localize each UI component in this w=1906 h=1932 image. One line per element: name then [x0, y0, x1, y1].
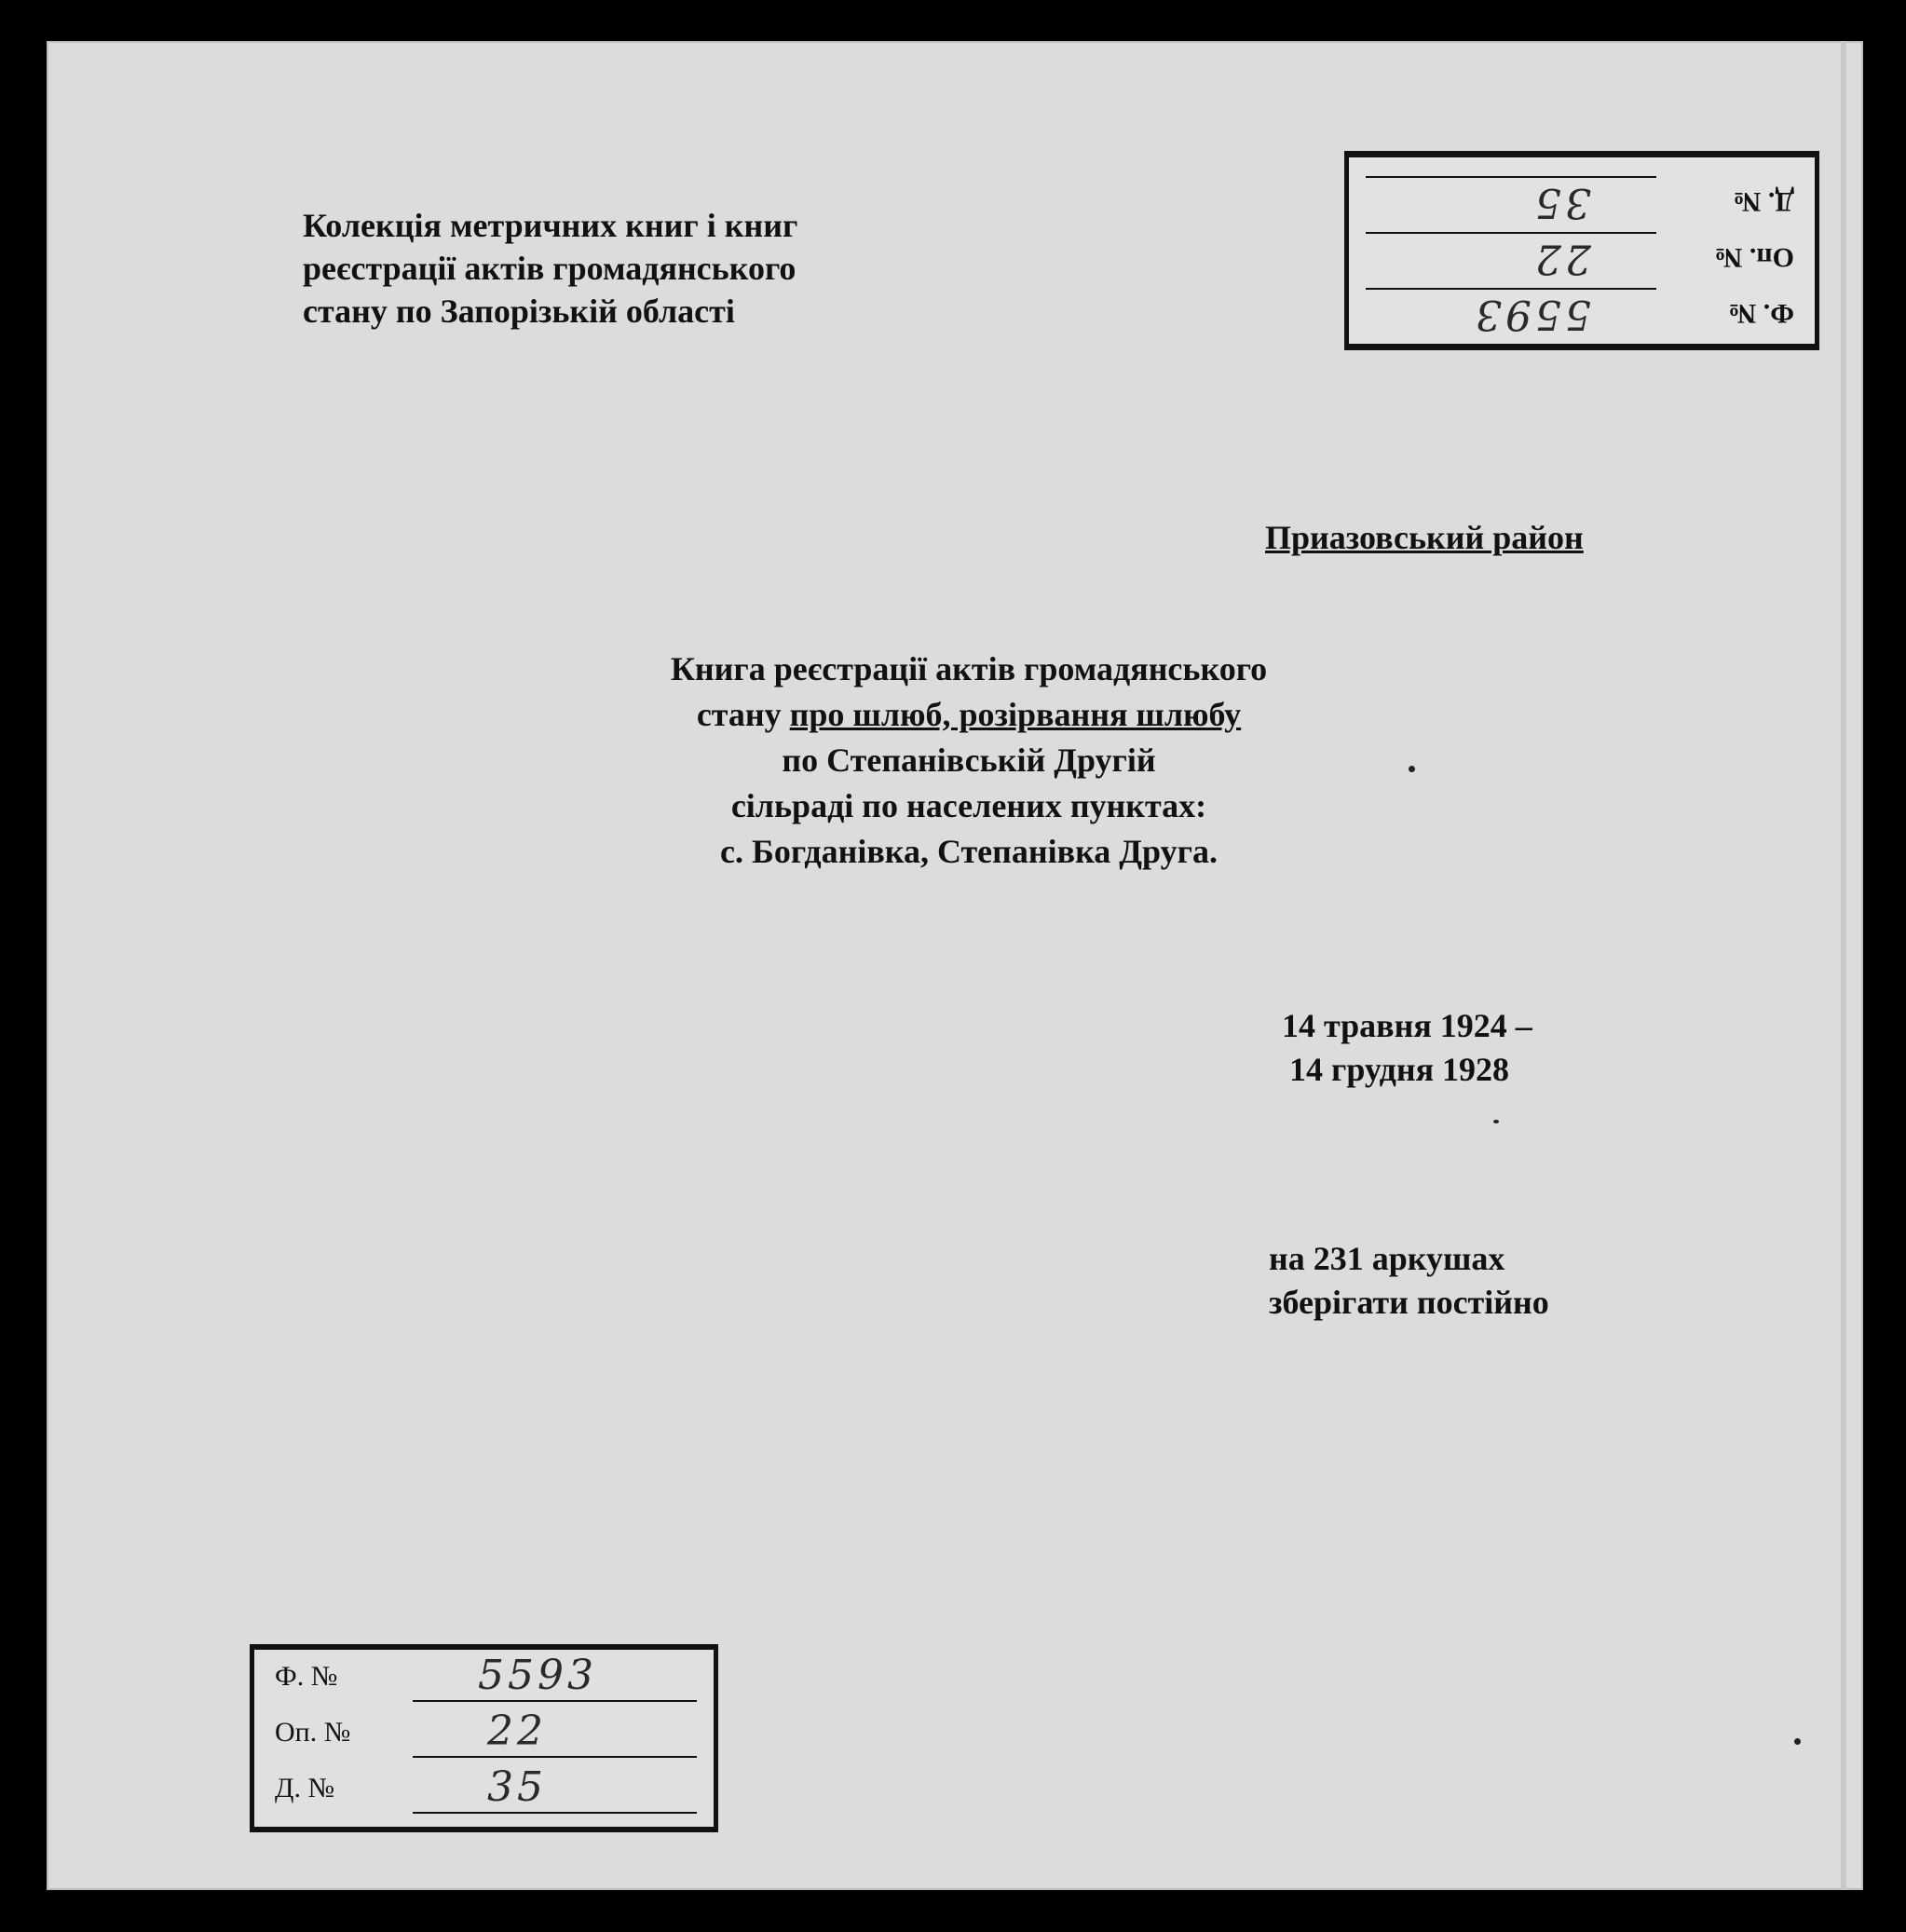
- ink-speck: [1794, 1738, 1801, 1745]
- end-date: 14 грудня 1928: [1289, 1051, 1510, 1088]
- collection-title-line: Колекція метричних книг і книг: [303, 207, 798, 244]
- stamp-row-inventory: [254, 1709, 714, 1765]
- date-range: [1282, 1004, 1532, 1092]
- ink-speck: [1493, 1120, 1499, 1123]
- start-date: 14 травня 1924 –: [1282, 1007, 1532, 1044]
- book-line: Книга реєстрації актів громадянського: [670, 650, 1268, 687]
- stamp-fund-label: Ф. №: [275, 1661, 338, 1692]
- district-name: Приазовський район: [1265, 519, 1584, 556]
- stamp-file-value: 35: [1532, 179, 1591, 226]
- collection-title-line: реєстрації актів громадянського: [303, 250, 796, 287]
- stamp-inventory-value: 22: [1532, 235, 1591, 282]
- retention-note: зберігати постійно: [1269, 1284, 1549, 1321]
- archive-stamp: [250, 1644, 718, 1832]
- stamp-inventory-value: 22: [487, 1708, 547, 1755]
- stamp-row-fund: [254, 1653, 714, 1709]
- stamp-row-inventory: [1349, 224, 1815, 280]
- collection-title: [303, 204, 797, 333]
- stamp-fund-value: 5593: [478, 1652, 597, 1699]
- stamp-row-file: [1349, 169, 1815, 224]
- book-type-underlined: про шлюб, розірвання шлюбу: [789, 696, 1242, 733]
- sheet-count: на 231 аркушах: [1269, 1240, 1505, 1277]
- document-page: [47, 41, 1863, 1890]
- book-line: стану про шлюб, розірвання шлюбу: [696, 696, 1242, 733]
- stamp-fund-value: 5593: [1472, 291, 1591, 338]
- stamp-file-value: 35: [487, 1763, 547, 1811]
- collection-title-line: стану по Запорізькій області: [303, 293, 735, 330]
- stamp-file-label: Д. №: [275, 1773, 335, 1803]
- stamp-row-file: [254, 1765, 714, 1821]
- stamp-fund-label: Ф. №: [1728, 298, 1794, 329]
- archive-stamp-mirrored: [1344, 151, 1819, 350]
- book-line: сільраді по населених пунктах:: [730, 787, 1207, 824]
- stamp-inventory-label: Оп. №: [1714, 242, 1794, 273]
- book-line: с. Богданівка, Степанівка Друга.: [720, 833, 1218, 870]
- stamp-file-label: Д. №: [1733, 186, 1794, 217]
- stamp-row-fund: [1349, 280, 1815, 336]
- book-description: [550, 646, 1388, 875]
- sheets-info: [1269, 1237, 1549, 1325]
- stamp-inventory-label: Оп. №: [275, 1717, 351, 1748]
- ink-speck: [1409, 766, 1415, 772]
- book-line: по Степанівській Другій: [782, 742, 1156, 779]
